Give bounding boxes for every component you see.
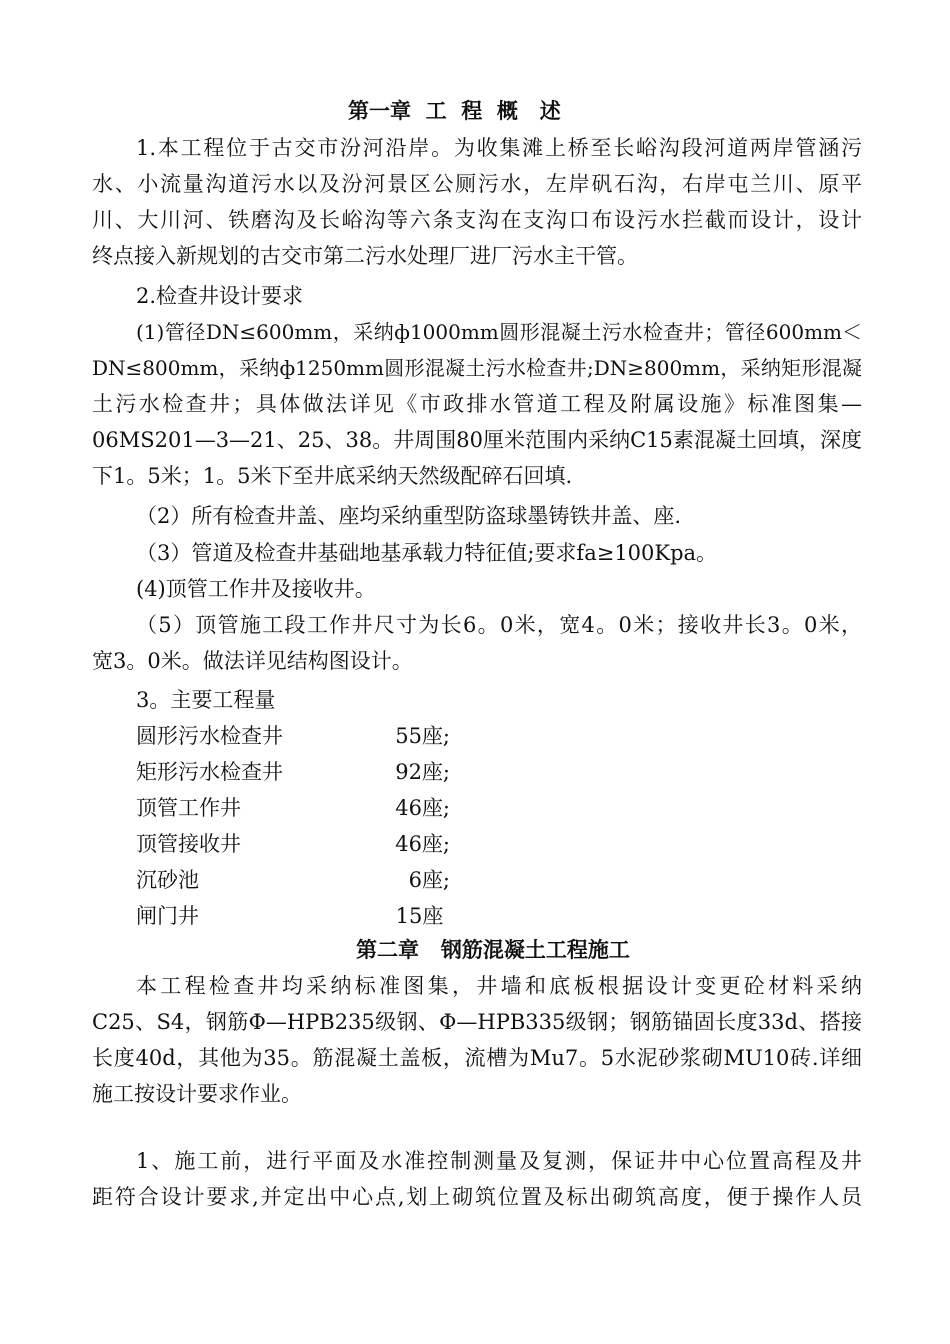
- chapter-1-p1-line-2: 水、小流量沟道污水以及汾河景区公厕污水，左岸矾石沟，右岸屯兰川、原平: [92, 172, 862, 196]
- inspection-well-requirements-heading: 2.检查井设计要求: [136, 284, 304, 308]
- chapter-2-p2-line-1: 1、施工前，进行平面及水准控制测量及复测，保证井中心位置高程及井: [136, 1149, 862, 1173]
- quantity-item-value: 6座;: [408, 868, 450, 892]
- chapter-1-p6: (4)顶管工作井及接收井。: [136, 577, 376, 601]
- quantity-item-name: 闸门井: [136, 904, 199, 928]
- quantity-item-value: 46座;: [395, 796, 450, 820]
- chapter-2-p1-line-4: 施工按设计要求作业。: [92, 1082, 302, 1106]
- quantity-item-name: 顶管工作井: [136, 796, 241, 820]
- chapter-1-p7-line-2: 宽3。0米。做法详见结构图设计。: [92, 649, 413, 673]
- chapter-1-p4: （2）所有检查井盖、座均采纳重型防盗球墨铸铁井盖、座.: [136, 504, 682, 528]
- quantity-item-value: 92座;: [395, 760, 450, 784]
- quantity-item-name: 顶管接收井: [136, 832, 241, 856]
- quantity-item-name: 矩形污水检查井: [136, 760, 283, 784]
- chapter-1-title: 第一章 工 程 概 述: [348, 99, 561, 123]
- chapter-1-p1-line-1: 1.本工程位于古交市汾河沿岸。为收集滩上桥至长峪沟段河道两岸管涵污: [136, 136, 862, 160]
- chapter-1-p3-line-4: 06MS201—3—21、25、38。井周围80厘米范围内采纳C15素混凝土回填，深度: [92, 428, 862, 452]
- chapter-1-p5: （3）管道及检查井基础地基承载力特征值;要求fa≥100Kpa。: [136, 541, 718, 565]
- chapter-1-p3-line-3: 土污水检查井；具体做法详见《市政排水管道工程及附属设施》标准图集—: [92, 392, 862, 416]
- chapter-1-p3-line-1: (1)管径DN≤600mm，采纳ф1000mm圆形混凝土污水检查井；管径600mm＜: [136, 320, 862, 344]
- chapter-2-p1-line-1: 本工程检查井均采纳标准图集，井墙和底板根据设计变更砼材料采纳: [136, 974, 862, 998]
- main-quantities-heading: 3。主要工程量: [136, 688, 276, 712]
- chapter-2-p2-line-2: 距符合设计要求,并定出中心点,划上砌筑位置及标出砌筑高度，便于操作人员: [92, 1185, 862, 1209]
- quantity-item-value: 46座;: [395, 832, 450, 856]
- quantity-item-name: 圆形污水检查井: [136, 724, 283, 748]
- chapter-1-p1-line-4: 终点接入新规划的古交市第二污水处理厂进厂污水主干管。: [92, 244, 638, 268]
- chapter-1-p3-line-2: DN≤800mm，采纳ф1250mm圆形混凝土污水检查井;DN≥800mm，采纳矩形混凝: [92, 356, 862, 380]
- quantity-item-value: 55座;: [395, 724, 450, 748]
- chapter-2-title: 第二章 钢筋混凝土工程施工: [356, 938, 630, 962]
- chapter-2-p1-line-2: C25、S4，钢筋Φ—HPB235级钢、Φ—HPB335级钢；钢筋锚固长度33d、搭接: [92, 1010, 862, 1034]
- chapter-1-p3-line-5: 下1。5米；1。5米下至井底采纳天然级配碎石回填.: [92, 464, 573, 488]
- chapter-1-p7-line-1: （5）顶管施工段工作井尺寸为长6。0米，宽4。0米；接收井长3。0米，: [136, 613, 862, 637]
- quantity-item-name: 沉砂池: [136, 868, 199, 892]
- chapter-2-p1-line-3: 长度40d，其他为35。筋混凝土盖板，流槽为Mu7。5水泥砂浆砌MU10砖.详细: [92, 1046, 862, 1070]
- quantity-item-value: 15座: [395, 904, 450, 928]
- chapter-1-p1-line-3: 川、大川河、铁磨沟及长峪沟等六条支沟在支沟口布设污水拦截而设计，设计: [92, 208, 862, 232]
